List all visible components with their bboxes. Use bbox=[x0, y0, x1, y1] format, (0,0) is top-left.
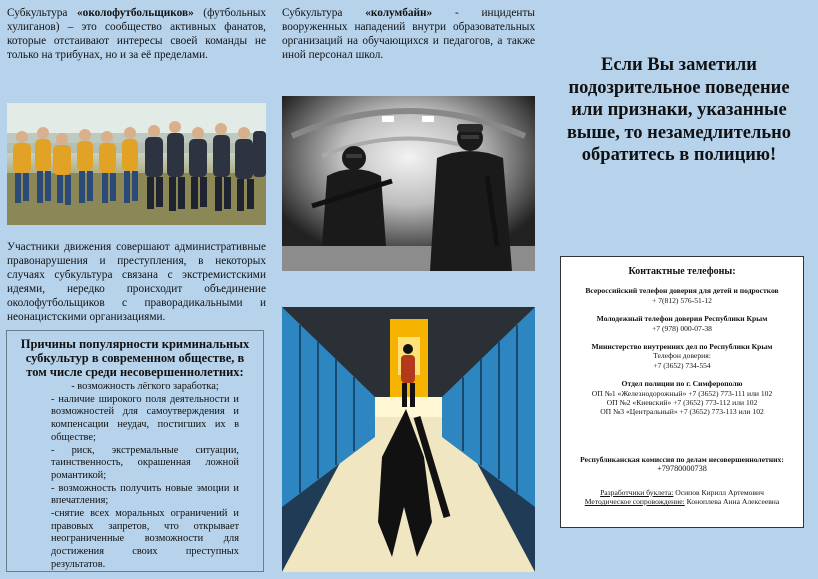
police-line: ОП №3 «Центральный» +7 (3652) 773-113 или 102 bbox=[600, 407, 764, 417]
youth-hotline-label: Молодежный телефон доверия Республики Крым bbox=[596, 314, 768, 324]
contacts-box bbox=[560, 256, 804, 528]
police-line: ОП №1 «Железнодорожный» +7 (3652) 773-111 или 102 bbox=[591, 388, 773, 398]
football-hooligans-intro bbox=[7, 6, 266, 62]
reasons-title: Причины популярности криминальных субкультур в современном обществе, в том числе среди несовершеннолетних: bbox=[20, 337, 250, 379]
police-call-message: Если Вы заметили подозрительное поведение или признаки, указанные выше, то незамедлительно обратитесь в полицию! bbox=[566, 55, 792, 165]
mvd-phone: +7 (3652) 734-554 bbox=[653, 360, 711, 370]
reasons-list bbox=[7, 381, 263, 572]
mvd-label: Министерство внутренних дел по Республики Крым bbox=[591, 342, 773, 352]
youth-hotline bbox=[561, 314, 803, 333]
police-departments bbox=[561, 379, 803, 417]
mvd-hotline bbox=[561, 342, 803, 370]
contacts-title: Контактные телефоны: bbox=[628, 266, 736, 277]
columbine-text-2: - инциденты вооруженных нападений внутри образовательных организаций на обучающихся и педагогов, а также иной персонал школ. bbox=[282, 7, 536, 61]
columbine-intro bbox=[282, 6, 535, 62]
reason-item: -снятие всех моральных ограничений и правовых запретов, что открывает неограниченные возможности для достижения своих преступных результатов. bbox=[51, 508, 239, 570]
commission bbox=[561, 455, 803, 474]
methodical-label: Методическое сопровождение: bbox=[584, 497, 685, 507]
children-hotline bbox=[561, 286, 803, 305]
reason-item: - возможность лёгкого заработка; bbox=[71, 381, 219, 392]
reasons-box bbox=[6, 330, 264, 572]
credits bbox=[561, 488, 803, 507]
developers-line bbox=[561, 488, 803, 497]
children-hotline-phone: + 7(812) 576-51-12 bbox=[652, 295, 712, 305]
methodical-line bbox=[561, 497, 803, 506]
subculture-name-columbine: «колумбайн» bbox=[365, 7, 433, 19]
police-line: ОП №2 «Киевский» +7 (3652) 773-112 или 102 bbox=[606, 398, 758, 408]
police-label: Отдел полиции по г. Симферополю bbox=[621, 379, 743, 389]
subculture-name-hooligans: «околофутбольщиков» bbox=[77, 7, 194, 19]
school-shooters-photo bbox=[282, 96, 535, 271]
methodical-name: Коноплева Анна Алексеевна bbox=[684, 497, 780, 507]
reason-item: - наличие широкого поля деятельности и возможностей для самоутверждения и компенсации неудач, постигших их в обществе; bbox=[51, 393, 239, 443]
developers-label: Разработчики буклета: bbox=[600, 487, 674, 497]
commission-phone: +79780000738 bbox=[657, 464, 707, 474]
football-fans-illustration bbox=[7, 103, 266, 225]
hooligans-description: Участники движения совершают административные правонарушения и преступления, в некоторых случаях субкультура связана с экстремистскими идеями, нередко происходит объединение околофутбольщиков с праворадикальными и неонацистскими организациями. bbox=[7, 241, 266, 323]
reason-item: - риск, экстремальные ситуации, таинственность, окрашенная ложной романтикой; bbox=[51, 444, 239, 481]
commission-label: Республиканская комиссия по делам несовершеннолетних: bbox=[580, 454, 784, 464]
children-hotline-label: Всероссийский телефон доверия для детей и подростков bbox=[585, 286, 779, 296]
mvd-phone-label: Телефон доверия: bbox=[653, 351, 711, 361]
intro-text-2: (футбольных хулиганов) – это сообщество активных фанатов, которые отстаивают интересы своей команды не только на трибунах, но и за её пределами. bbox=[7, 7, 267, 61]
school-hallway-illustration bbox=[282, 307, 535, 572]
columbine-text-1: Субкультура bbox=[282, 7, 366, 19]
school-shooters-illustration bbox=[282, 96, 535, 271]
school-hallway-photo bbox=[282, 307, 535, 572]
youth-hotline-phone: +7 (978) 000-07-38 bbox=[652, 323, 712, 333]
developers-name: Осипов Кирилл Артемович bbox=[673, 487, 764, 497]
intro-text-1: Субкультура bbox=[7, 7, 78, 19]
reason-item: - возможность получить новые эмоции и впечатления; bbox=[51, 482, 239, 507]
football-fans-photo bbox=[7, 103, 266, 225]
